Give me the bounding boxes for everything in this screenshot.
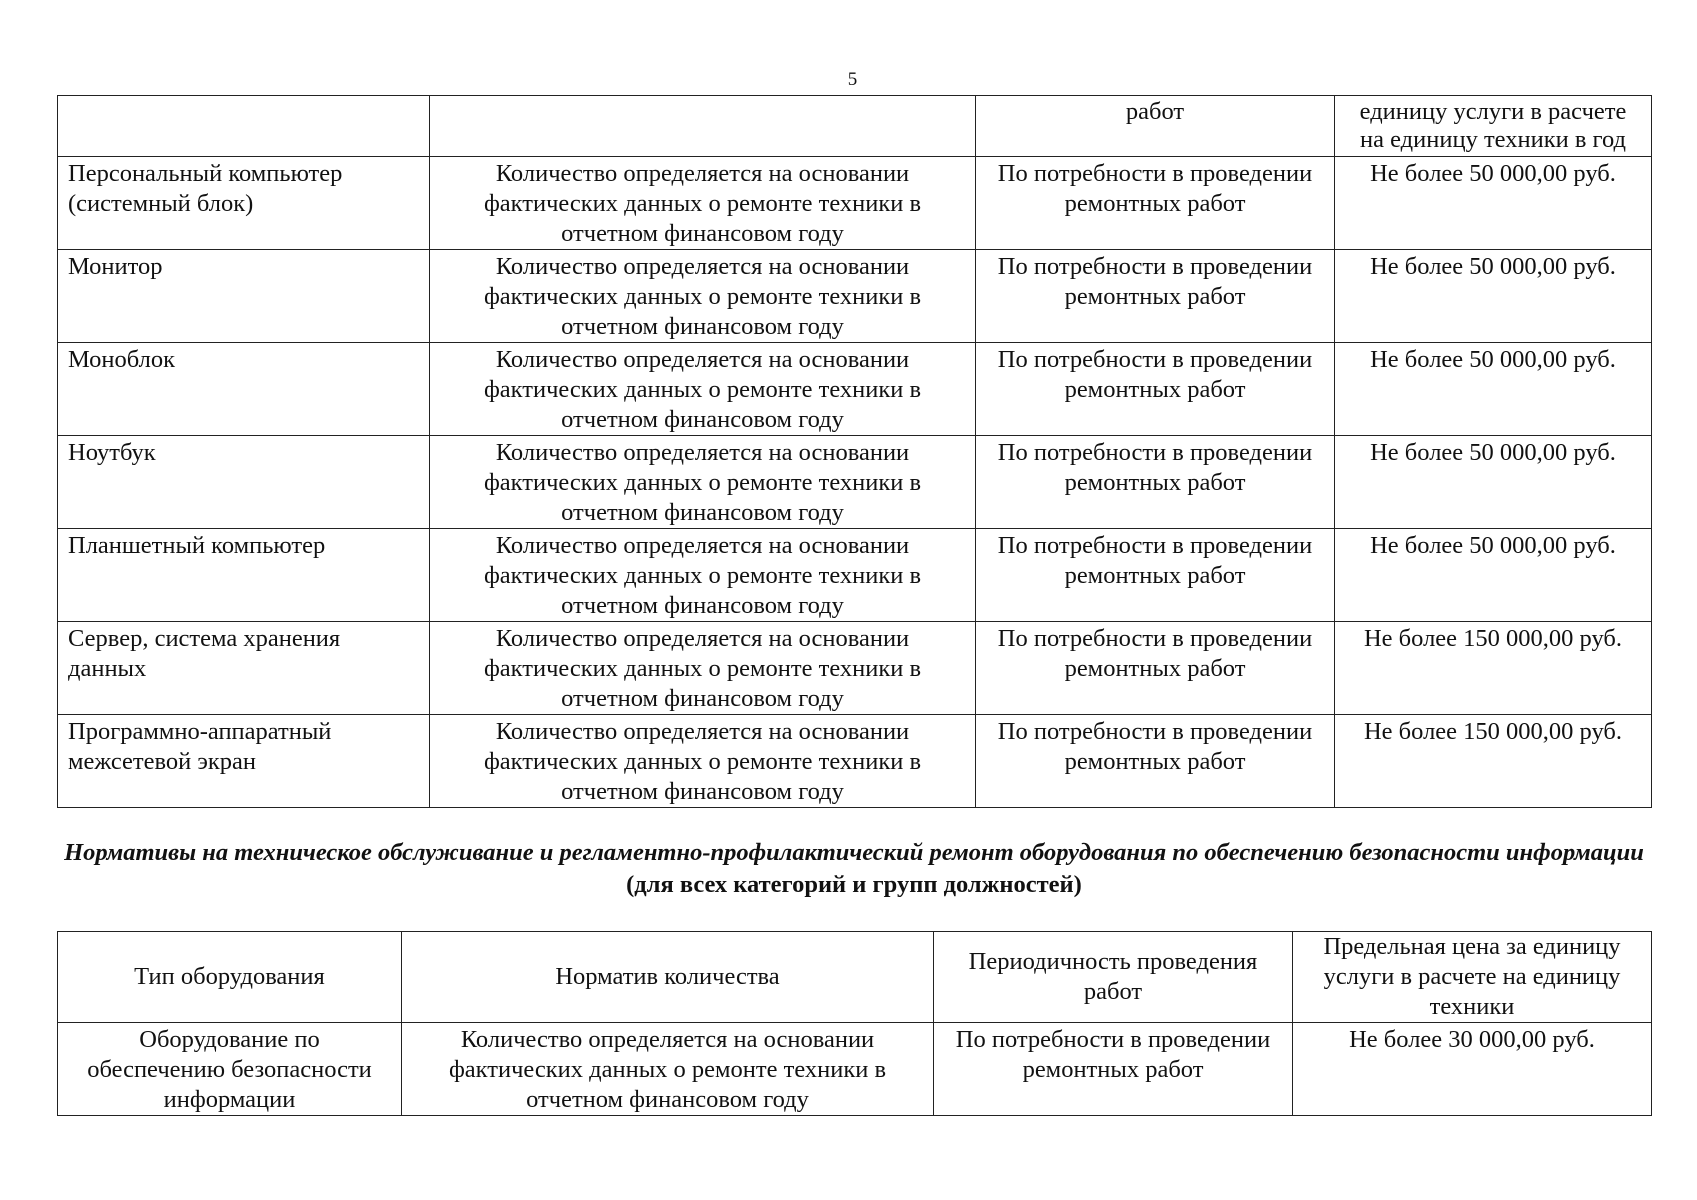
price-limit-cell: Не более 50 000,00 руб. bbox=[1335, 436, 1652, 529]
equipment-type-cell: Персональный компьютер (системный блок) bbox=[58, 157, 430, 250]
periodicity-cell: По потребности в проведении ремонтных работ bbox=[976, 157, 1335, 250]
equipment-type-cell: Планшетный компьютер bbox=[58, 529, 430, 622]
section-heading bbox=[57, 837, 1651, 901]
table-row bbox=[58, 250, 1652, 343]
quantity-norm-cell: Количество определяется на основании фактических данных о ремонте техники в отчетном финансовом году bbox=[430, 715, 976, 808]
security-equipment-table bbox=[57, 931, 1652, 1116]
quantity-norm-cell: Количество определяется на основании фактических данных о ремонте техники в отчетном финансовом году bbox=[402, 1023, 934, 1116]
quantity-norm-cell: Количество определяется на основании фактических данных о ремонте техники в отчетном финансовом году bbox=[430, 250, 976, 343]
header-price-limit: Предельная цена за единицу услуги в расчете на единицу техники bbox=[1293, 932, 1652, 1023]
price-limit-cell: Не более 150 000,00 руб. bbox=[1335, 622, 1652, 715]
periodicity-cell: По потребности в проведении ремонтных работ bbox=[976, 343, 1335, 436]
equipment-type-cell: Сервер, система хранения данных bbox=[58, 622, 430, 715]
header-cell: работ bbox=[976, 96, 1335, 157]
equipment-repair-table bbox=[57, 95, 1652, 808]
price-limit-cell: Не более 50 000,00 руб. bbox=[1335, 343, 1652, 436]
quantity-norm-cell: Количество определяется на основании фактических данных о ремонте техники в отчетном финансовом году bbox=[430, 157, 976, 250]
section-title: Нормативы на техническое обслуживание и регламентно-профилактический ремонт оборудования по обеспечению безопасности информации bbox=[64, 839, 1644, 866]
header-cell bbox=[430, 96, 976, 157]
equipment-type-cell: Ноутбук bbox=[58, 436, 430, 529]
periodicity-cell: По потребности в проведении ремонтных работ bbox=[934, 1023, 1293, 1116]
header-quantity-norm: Норматив количества bbox=[402, 932, 934, 1023]
header-periodicity: Периодичность проведения работ bbox=[934, 932, 1293, 1023]
header-cell bbox=[58, 96, 430, 157]
equipment-type-cell: Моноблок bbox=[58, 343, 430, 436]
table-header-continued bbox=[58, 96, 1652, 157]
quantity-norm-cell: Количество определяется на основании фактических данных о ремонте техники в отчетном финансовом году bbox=[430, 436, 976, 529]
periodicity-cell: По потребности в проведении ремонтных работ bbox=[976, 715, 1335, 808]
table-header bbox=[58, 932, 1652, 1023]
price-limit-cell: Не более 50 000,00 руб. bbox=[1335, 250, 1652, 343]
header-cell: единицу услуги в расчете на единицу техники в год bbox=[1335, 96, 1652, 157]
periodicity-cell: По потребности в проведении ремонтных работ bbox=[976, 250, 1335, 343]
section-subtitle: (для всех категорий и групп должностей) bbox=[626, 871, 1082, 898]
periodicity-cell: По потребности в проведении ремонтных работ bbox=[976, 529, 1335, 622]
header-equipment-type: Тип оборудования bbox=[58, 932, 402, 1023]
table-row bbox=[58, 1023, 1652, 1116]
table-row bbox=[58, 343, 1652, 436]
periodicity-cell: По потребности в проведении ремонтных работ bbox=[976, 622, 1335, 715]
page-number: 5 bbox=[847, 69, 858, 90]
periodicity-cell: По потребности в проведении ремонтных работ bbox=[976, 436, 1335, 529]
table-row bbox=[58, 436, 1652, 529]
table-row bbox=[58, 157, 1652, 250]
table-row bbox=[58, 622, 1652, 715]
table-row bbox=[58, 529, 1652, 622]
price-limit-cell: Не более 30 000,00 руб. bbox=[1293, 1023, 1652, 1116]
price-limit-cell: Не более 150 000,00 руб. bbox=[1335, 715, 1652, 808]
price-limit-cell: Не более 50 000,00 руб. bbox=[1335, 157, 1652, 250]
equipment-type-cell: Программно-аппаратный межсетевой экран bbox=[58, 715, 430, 808]
quantity-norm-cell: Количество определяется на основании фактических данных о ремонте техники в отчетном финансовом году bbox=[430, 622, 976, 715]
price-limit-cell: Не более 50 000,00 руб. bbox=[1335, 529, 1652, 622]
quantity-norm-cell: Количество определяется на основании фактических данных о ремонте техники в отчетном финансовом году bbox=[430, 343, 976, 436]
quantity-norm-cell: Количество определяется на основании фактических данных о ремонте техники в отчетном финансовом году bbox=[430, 529, 976, 622]
equipment-type-cell: Оборудование по обеспечению безопасности информации bbox=[58, 1023, 402, 1116]
equipment-type-cell: Монитор bbox=[58, 250, 430, 343]
table-row bbox=[58, 715, 1652, 808]
